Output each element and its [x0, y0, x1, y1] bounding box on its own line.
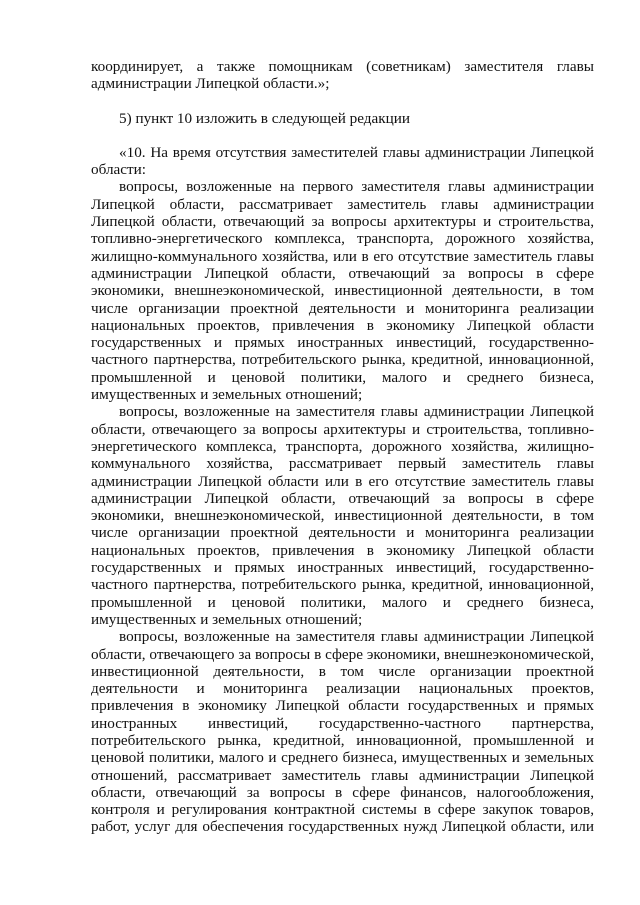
text-line: области: — [91, 161, 146, 179]
paragraph-first-deputy-questions — [91, 178, 594, 403]
text-line: энергетического комплекса, транспорта, дорожного хозяйства, жилищно- — [91, 437, 594, 455]
text-line: администрации Липецкой области или в его отсутствие заместитель главы — [91, 472, 594, 490]
text-line: области, отвечающего за вопросы архитектуры и строительства, топливно- — [91, 420, 594, 438]
document-page — [91, 58, 594, 836]
text-line: Липецкой области, отвечающий за вопросы архитектуры и строительства, — [91, 213, 594, 231]
text-line: «10. На время отсутствия заместителей главы администрации Липецкой — [119, 143, 594, 161]
text-line: ценовой политики, малого и среднего бизнеса, имущественных и земельных — [91, 749, 594, 767]
text-line: контроля и регулирования контрактной системы в сфере закупок товаров, — [91, 801, 594, 819]
paragraph-continuation — [91, 58, 594, 93]
text-line: национальных проектов, привлечения в экономику Липецкой области — [91, 316, 594, 334]
text-line: частного партнерства, потребительского рынка, кредитной, инновационной, — [91, 351, 594, 369]
paragraph-architecture-deputy-questions — [91, 403, 594, 628]
text-line: отношений, рассматривает заместитель главы администрации Липецкой — [91, 766, 594, 784]
text-line: работ, услуг для обеспечения государственных нужд Липецкой области, или — [91, 818, 594, 836]
text-line: экономики, внешнеэкономической, инвестиционной деятельности, в том — [91, 507, 594, 525]
text-line: промышленной и ценовой политики, малого и среднего бизнеса, — [91, 593, 594, 611]
text-line: администрации Липецкой области, отвечающий за вопросы в сфере — [91, 489, 594, 507]
text-line: координирует, а также помощникам (советникам) заместителя главы — [91, 58, 594, 75]
text-line: привлечения в экономику Липецкой области государственных и прямых — [91, 697, 594, 715]
text-line: числе организации проектной деятельности и мониторинга реализации — [91, 299, 594, 317]
text-line: 5) пункт 10 изложить в следующей редакции — [119, 109, 411, 127]
text-line: области, отвечающий за вопросы в сфере финансов, налогообложения, — [91, 783, 594, 801]
text-line: вопросы, возложенные на заместителя главы администрации Липецкой — [119, 403, 594, 421]
text-line: экономики, внешнеэкономической, инвестиционной деятельности, в том — [91, 282, 594, 300]
text-line: промышленной и ценовой политики, малого и среднего бизнеса, — [91, 368, 594, 386]
text-line: государственных и прямых иностранных инвестиций, государственно- — [91, 559, 594, 577]
text-line: имущественных и земельных отношений; — [91, 386, 363, 404]
text-line: национальных проектов, привлечения в экономику Липецкой области — [91, 541, 594, 559]
text-line: администрации Липецкой области.»; — [91, 75, 330, 93]
text-line: числе организации проектной деятельности и мониторинга реализации — [91, 524, 594, 542]
text-line: вопросы, возложенные на первого заместителя главы администрации — [119, 178, 594, 196]
text-line: иностранных инвестиций, государственно-частного партнерства, — [91, 714, 594, 732]
paragraph-item-5 — [91, 110, 594, 127]
text-line: государственных и прямых иностранных инвестиций, государственно- — [91, 334, 594, 352]
text-line: частного партнерства, потребительского рынка, кредитной, инновационной, — [91, 576, 594, 594]
text-line: коммунального хозяйства, рассматривает первый заместитель главы — [91, 455, 594, 473]
text-line: администрации Липецкой области, отвечающий за вопросы в сфере — [91, 264, 594, 282]
text-line: жилищно-коммунального хозяйства, или в его отсутствие заместитель главы — [91, 247, 594, 265]
text-line: потребительского рынка, кредитной, инновационной, промышленной и — [91, 731, 594, 749]
text-line: вопросы, возложенные на заместителя главы администрации Липецкой — [119, 628, 594, 646]
text-line: деятельности и мониторинга реализации национальных проектов, — [91, 680, 594, 698]
paragraph-economy-deputy-questions — [91, 628, 594, 836]
paragraph-point-10 — [91, 144, 594, 179]
text-line: области, отвечающего за вопросы в сфере экономики, внешнеэкономической, — [91, 645, 594, 663]
text-line: имущественных и земельных отношений; — [91, 610, 363, 628]
text-line: топливно-энергетического комплекса, транспорта, дорожного хозяйства, — [91, 230, 594, 248]
text-line: инвестиционной деятельности, в том числе организации проектной — [91, 662, 594, 680]
text-line: Липецкой области, рассматривает заместитель главы администрации — [91, 195, 594, 213]
